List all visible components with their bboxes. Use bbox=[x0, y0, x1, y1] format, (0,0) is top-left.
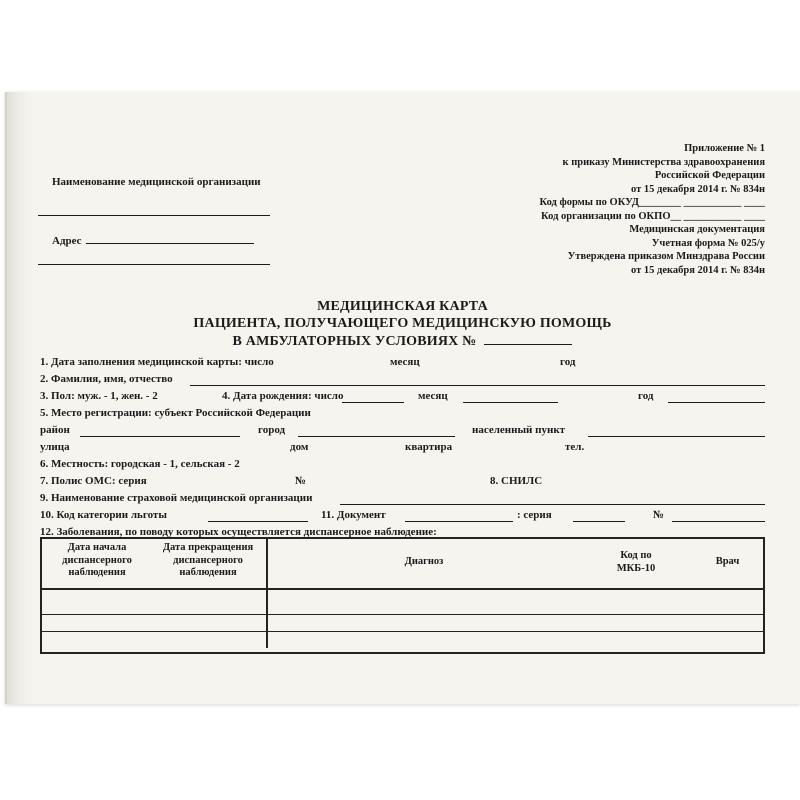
birth-month-label: месяц bbox=[418, 390, 448, 402]
column-header-end-date: Дата прекращения диспансерного наблюдения bbox=[162, 542, 254, 578]
approval-line: от 15 декабря 2014 г. № 834н bbox=[631, 264, 765, 276]
okpo-code-line: Код организации по ОКПО__ ___________ ____ bbox=[541, 210, 765, 222]
insurance-org-label: 9. Наименование страховой медицинской организации bbox=[40, 492, 313, 504]
street-label: улица bbox=[40, 441, 70, 453]
full-name-blank-line bbox=[190, 373, 765, 386]
registration-label: 5. Место регистрации: субъект Российской Федерации bbox=[40, 407, 311, 419]
page-spine-shadow bbox=[7, 92, 33, 704]
address-label: Адрес bbox=[52, 235, 82, 247]
document-number-label: № bbox=[653, 509, 665, 521]
birth-month-blank-line bbox=[463, 390, 558, 403]
column-header-icd10 bbox=[580, 539, 692, 588]
birth-year-blank-line bbox=[668, 390, 765, 403]
field-locality bbox=[40, 457, 765, 474]
form-page bbox=[5, 92, 800, 704]
settlement-label: населенный пункт bbox=[472, 424, 566, 436]
table-row-dates-cell bbox=[42, 632, 268, 648]
city-blank-line bbox=[298, 424, 455, 437]
snils-label: 8. СНИЛС bbox=[490, 475, 543, 487]
address-blank-line-2 bbox=[38, 252, 270, 265]
table-row-dates-cell bbox=[42, 615, 268, 631]
form-title-line3 bbox=[40, 332, 765, 350]
fill-date-year-label: год bbox=[560, 356, 576, 368]
birth-day-blank-line bbox=[342, 390, 404, 403]
column-header-diagnosis: Диагноз bbox=[404, 556, 444, 567]
sex-label: 3. Пол: муж. - 1, жен. - 2 bbox=[40, 390, 158, 402]
birth-date-label: 4. Дата рождения: число bbox=[222, 390, 344, 402]
district-label: район bbox=[40, 424, 70, 436]
benefit-code-blank-line bbox=[208, 509, 308, 522]
approval-line: Утверждена приказом Минздрава России bbox=[567, 251, 765, 262]
house-label: дом bbox=[290, 441, 309, 453]
document-label: 11. Документ bbox=[321, 509, 386, 521]
fill-date-label: 1. Дата заполнения медицинской карты: число bbox=[40, 356, 274, 368]
field-registration-area bbox=[40, 423, 765, 440]
approval-line: Приложение № 1 bbox=[684, 143, 765, 154]
oms-policy-label: 7. Полис ОМС: серия bbox=[40, 475, 147, 487]
settlement-blank-line bbox=[588, 424, 765, 437]
approval-line: Российской Федерации bbox=[654, 170, 765, 181]
city-label: город bbox=[258, 424, 286, 436]
table-row bbox=[42, 632, 763, 648]
field-insurance-org bbox=[40, 491, 765, 508]
approval-line: от 15 декабря 2014 г. № 834н bbox=[631, 183, 765, 195]
field-benefit-document bbox=[40, 508, 765, 525]
organization-name-label: Наименование медицинской организации bbox=[52, 176, 261, 188]
document-blank-line bbox=[405, 509, 513, 522]
address-label-row bbox=[52, 232, 254, 247]
form-title-line2: ПАЦИЕНТА, ПОЛУЧАЮЩЕГО МЕДИЦИНСКУЮ ПОМОЩЬ bbox=[193, 316, 612, 331]
field-full-name bbox=[40, 372, 765, 389]
card-number-blank-line bbox=[484, 332, 572, 345]
document-number-blank-line bbox=[672, 509, 765, 522]
table-row bbox=[42, 615, 763, 632]
column-header-start-date: Дата начала диспансерного наблюдения bbox=[62, 542, 132, 578]
birth-year-label: год bbox=[638, 390, 654, 402]
table-row-details-cell bbox=[268, 632, 763, 648]
column-header-doctor: Врач bbox=[715, 556, 740, 567]
form-number-line: Учетная форма № 025/у bbox=[651, 237, 765, 249]
table-row-details-cell bbox=[268, 615, 763, 631]
detail-columns-group bbox=[268, 539, 763, 588]
document-series-label: : серия bbox=[517, 509, 552, 521]
field-oms-policy bbox=[40, 474, 765, 491]
table-row-details-cell bbox=[268, 590, 763, 614]
dispensary-table bbox=[40, 537, 765, 654]
approval-block bbox=[435, 142, 765, 277]
approval-line: к приказу Министерства здравоохранения bbox=[562, 156, 765, 168]
organization-name-blank-line bbox=[38, 203, 270, 216]
locality-label: 6. Местность: городская - 1, сельская - 2 bbox=[40, 458, 240, 470]
fill-date-month-label: месяц bbox=[390, 356, 420, 368]
form-title-line1: МЕДИЦИНСКАЯ КАРТА bbox=[317, 299, 488, 314]
table-row-dates-cell bbox=[42, 590, 268, 614]
form-title bbox=[40, 298, 765, 350]
table-row bbox=[42, 590, 763, 615]
field-sex-birthdate bbox=[40, 389, 765, 406]
okud-code-line: Код формы по ОКУД________ ___________ ____ bbox=[539, 197, 765, 208]
form-title-line3-text: В АМБУЛАТОРНЫХ УСЛОВИЯХ № bbox=[232, 334, 477, 349]
district-blank-line bbox=[80, 424, 240, 437]
insurance-org-blank-line bbox=[340, 492, 765, 505]
full-name-label: 2. Фамилия, имя, отчество bbox=[40, 373, 173, 385]
approval-line: Медицинская документация bbox=[629, 224, 765, 235]
address-blank-line bbox=[86, 232, 254, 244]
dispensary-table-header bbox=[42, 539, 763, 590]
field-fill-date bbox=[40, 355, 765, 372]
flat-label: квартира bbox=[405, 441, 453, 453]
date-columns-group bbox=[42, 539, 268, 588]
column-header-icd10-text: Код по МКБ-10 bbox=[616, 550, 656, 574]
field-registration bbox=[40, 406, 765, 423]
form-fields bbox=[40, 355, 765, 542]
benefit-code-label: 10. Код категории льготы bbox=[40, 509, 167, 521]
document-series-blank-line bbox=[573, 509, 625, 522]
phone-label: тел. bbox=[565, 441, 585, 453]
field-street bbox=[40, 440, 765, 457]
dispensary-diseases-label: 12. Заболевания, по поводу которых осуществляется диспансерное наблюдение: bbox=[40, 526, 437, 538]
oms-number-label: № bbox=[295, 475, 307, 487]
